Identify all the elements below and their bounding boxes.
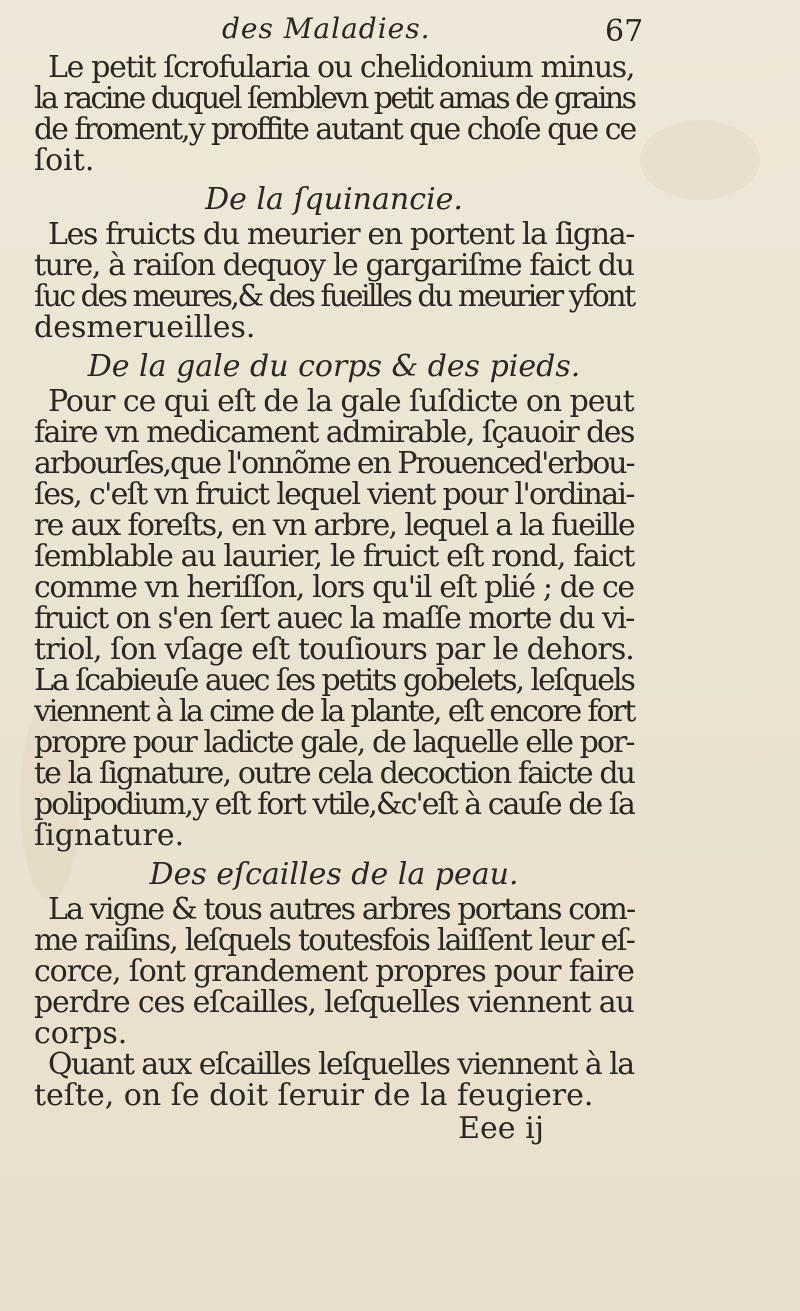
- text-line: polipodium,y eſt fort vtile,&c'eſt à cauſe de ſa: [34, 787, 634, 822]
- text-line: ſemblable au laurier, le fruict eſt rond, faict: [34, 539, 634, 574]
- text-line: propre pour ladicte gale, de laquelle elle por-: [34, 725, 634, 760]
- section-heading: De la gale du corps & des pieds.: [87, 349, 581, 384]
- text-line: corps.: [34, 1016, 128, 1051]
- section-heading: Des eſcailles de la peau.: [149, 857, 519, 892]
- text-line: me raiſins, leſquels toutesfois laiſſent leur eſ-: [34, 923, 635, 958]
- text-line: Quant aux eſcailles leſquelles viennent à la: [48, 1047, 634, 1082]
- text-line: arbourſes,que l'onnõme en Prouenced'erbou-: [34, 446, 634, 481]
- text-line: Le petit ſcrofularia ou chelidonium minus,: [48, 50, 635, 85]
- text-line: fruict on s'en ſert auec la maſſe morte du vi-: [34, 601, 634, 636]
- page-header: [0, 12, 800, 52]
- text-line: faire vn medicament admirable, ſçauoir des: [34, 415, 634, 450]
- text-line: de froment,y proffite autant que choſe que ce: [34, 112, 636, 147]
- page-number: 67: [605, 14, 644, 49]
- text-line: comme vn heriſſon, lors qu'il eſt plié ; de ce: [34, 570, 634, 605]
- text-line: ſes, c'eſt vn fruict lequel vient pour l'ordinai-: [34, 477, 634, 512]
- text-line: teſte, on ſe doit ſeruir de la feugiere.: [34, 1078, 594, 1113]
- paper-stain: [640, 120, 760, 200]
- text-line: ture, à raiſon dequoy le gargariſme faict du: [34, 248, 634, 283]
- text-line: corce, ſont grandement propres pour faire: [34, 954, 634, 989]
- text-line: re aux foreſts, en vn arbre, lequel a la fueille: [34, 508, 635, 543]
- section-heading: De la ſquinancie.: [205, 182, 463, 217]
- text-line: Pour ce qui eſt de la gale ſuſdicte on peut: [48, 384, 634, 419]
- text-line: ſoit.: [34, 143, 95, 178]
- text-line: La vigne & tous autres arbres portans com-: [48, 892, 635, 927]
- text-line: triol, ſon vſage eſt touſiours par le dehors.: [34, 632, 634, 667]
- text-line: desmerueilles.: [34, 310, 256, 345]
- text-line: la racine duquel ſemblevn petit amas de grains: [34, 81, 635, 116]
- text-line: ſuc des meures,& des fueilles du meurier yfont: [34, 279, 634, 314]
- text-line: te la ſignature, outre cela decoction faicte du: [34, 756, 635, 791]
- running-title: des Maladies.: [222, 12, 431, 45]
- text-line: Les fruicts du meurier en portent la ſigna-: [48, 217, 635, 252]
- body-text: [34, 52, 634, 1144]
- text-line: La ſcabieuſe auec ſes petits gobelets, leſquels: [34, 663, 634, 698]
- text-line: ſignature.: [34, 818, 185, 853]
- text-line: viennent à la cime de la plante, eſt encore fort: [34, 694, 635, 729]
- catchword: Eee ij: [458, 1111, 544, 1146]
- text-line: perdre ces eſcailles, leſquelles viennent au: [34, 985, 634, 1020]
